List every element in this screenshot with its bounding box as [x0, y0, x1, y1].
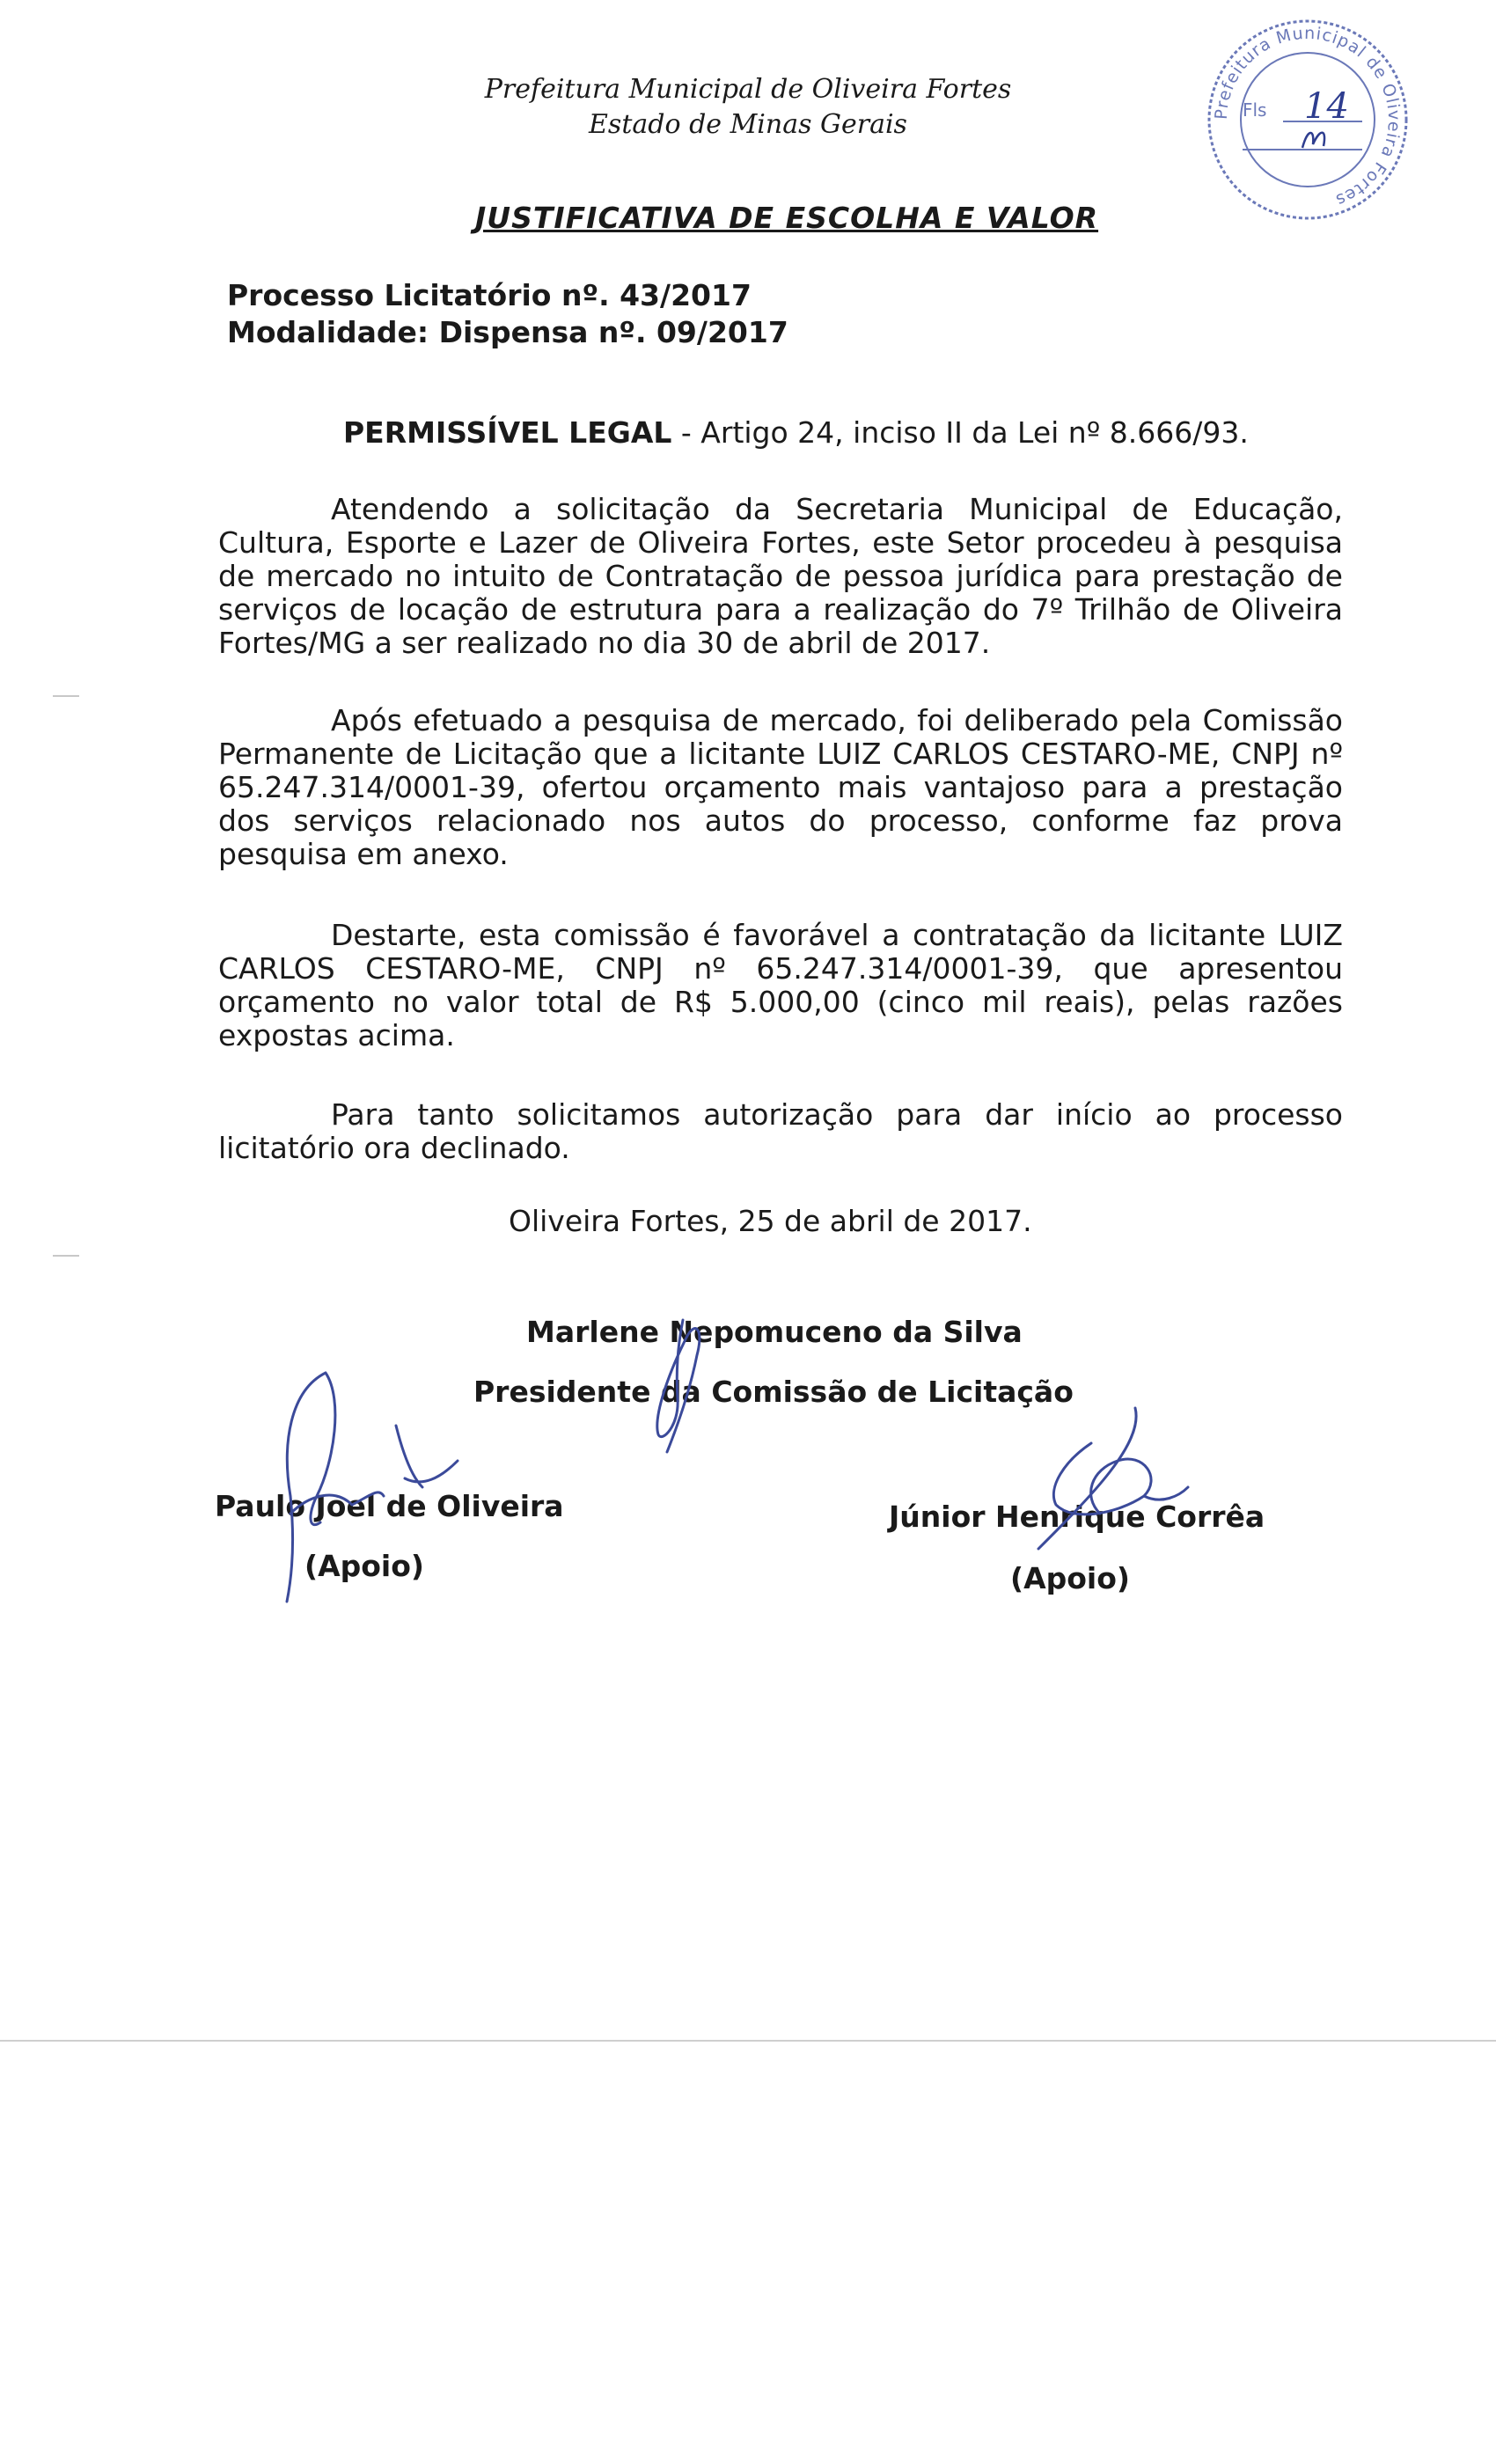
stamp-ring-text: Prefeitura Municipal de Oliveira Fortes: [1211, 23, 1404, 210]
page-number-stamp: [1204, 16, 1412, 224]
support-right-role: (Apoio): [1010, 1561, 1130, 1595]
support-left-role: (Apoio): [304, 1549, 424, 1583]
stamp-page-number: 14: [1304, 86, 1349, 127]
paragraph-request: Atendendo a solicitação da Secretaria Municipal de Educação, Cultura, Esporte e Lazer de Oliveira Fortes, este Setor procedeu à pesquisa de mercado no intuito de Contratação de pessoa jurídica para prestação de serviços de locação de estrutura para a realização do 7º Trilhão de Oliveira Fortes/MG a ser realizado no dia 30 de abril de 2017.: [218, 492, 1343, 660]
president-role: Presidente da Comissão de Licitação: [473, 1375, 1074, 1409]
scan-edge-line: [0, 2040, 1496, 2042]
paragraph-conclusion: Destarte, esta comissão é favorável a contratação da licitante LUIZ CARLOS CESTARO-ME, CNPJ nº 65.247.314/0001-39, que apresentou orçamento no valor total de R$ 5.000,00 (cinco mil reais), pelas razões expostas acima.: [218, 918, 1343, 1052]
process-modality: Modalidade: Dispensa nº. 09/2017: [227, 315, 788, 349]
support-left-name: Paulo Joel de Oliveira: [215, 1489, 564, 1523]
state-name: Estado de Minas Gerais: [589, 109, 907, 140]
stamp-fls-label: Fls: [1243, 99, 1267, 121]
date-line: Oliveira Fortes, 25 de abril de 2017.: [509, 1204, 1032, 1238]
process-number: Processo Licitatório nº. 43/2017: [227, 278, 752, 312]
legal-basis-label: PERMISSÍVEL LEGAL: [343, 415, 672, 450]
paragraph-deliberation: Após efetuado a pesquisa de mercado, foi deliberado pela Comissão Permanente de Licitação que a licitante LUIZ CARLOS CESTARO-ME, CNPJ nº 65.247.314/0001-39, ofertou orçamento mais vantajoso para a prestação dos serviços relacionado nos autos do processo, conforme faz prova pesquisa em anexo.: [218, 703, 1343, 871]
president-name: Marlene Nepomuceno da Silva: [526, 1315, 1023, 1349]
municipality-name: Prefeitura Municipal de Oliveira Fortes: [484, 74, 1012, 105]
paragraph-authorization: Para tanto solicitamos autorização para dar início ao processo licitatório ora declinado.: [218, 1097, 1343, 1165]
legal-basis: [343, 415, 1249, 450]
scan-margin-mark: [53, 695, 79, 697]
document-title: JUSTIFICATIVA DE ESCOLHA E VALOR: [475, 201, 1099, 235]
support-right-name: Júnior Henrique Corrêa: [889, 1500, 1265, 1534]
legal-basis-text: - Artigo 24, inciso II da Lei nº 8.666/93.: [671, 415, 1249, 450]
scan-margin-mark: [53, 1255, 79, 1257]
